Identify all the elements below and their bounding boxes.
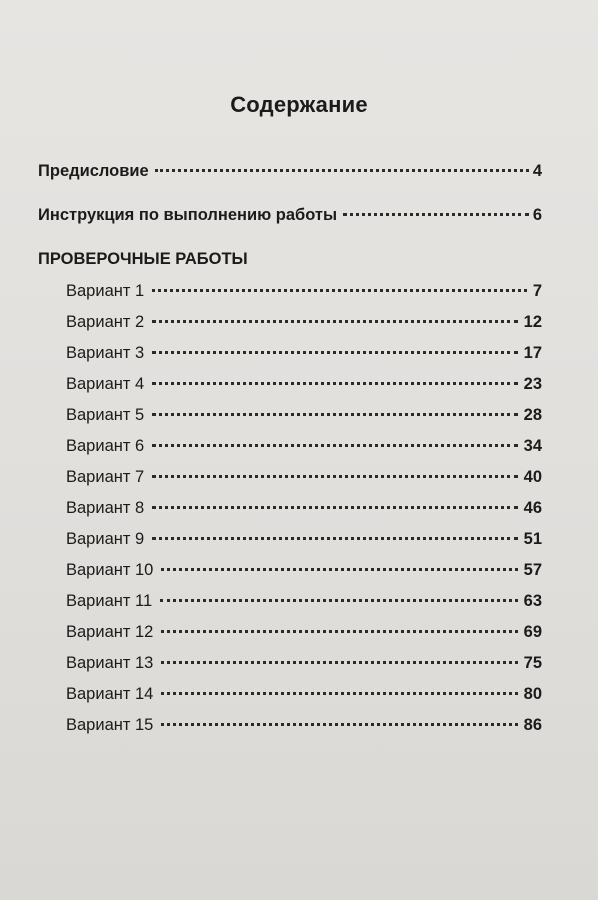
toc-entry-variant-2[interactable] (66, 313, 542, 344)
toc-entry-label: Вариант 12 (66, 623, 154, 641)
toc-entry-label: Вариант 14 (66, 685, 154, 703)
toc-entry-page: 34 (523, 437, 542, 455)
dot-leader (161, 661, 517, 664)
toc-entry-page: 4 (532, 162, 542, 180)
toc-entry-variant-5[interactable] (66, 406, 542, 437)
toc-entry-page: 86 (523, 716, 542, 734)
dot-leader (152, 289, 527, 292)
toc-entry-page: 7 (532, 282, 542, 300)
page-title: Содержание (230, 92, 368, 117)
toc-entry-variant-1[interactable] (66, 282, 542, 313)
dot-leader (161, 630, 517, 633)
toc-entry-page: 12 (523, 313, 542, 331)
dot-leader (161, 568, 517, 571)
dot-leader (160, 599, 518, 602)
toc-entry-label: Вариант 2 (66, 313, 145, 331)
variant-list (66, 282, 542, 747)
toc-entry-page: 46 (523, 499, 542, 517)
toc-entry-variant-3[interactable] (66, 344, 542, 375)
toc-entry-label: Вариант 4 (66, 375, 145, 393)
toc-entry-label: Предисловие (38, 162, 149, 180)
toc-entry-label: Вариант 7 (66, 468, 145, 486)
toc-entry-page: 23 (523, 375, 542, 393)
toc-entry-page: 51 (523, 530, 542, 548)
toc-entry-variant-13[interactable] (66, 654, 542, 685)
toc-entry-page: 75 (523, 654, 542, 672)
dot-leader (152, 413, 517, 416)
toc-entry-label: Вариант 8 (66, 499, 145, 517)
dot-leader (152, 382, 517, 385)
toc-entry-label: Вариант 3 (66, 344, 145, 362)
dot-leader (161, 692, 517, 695)
toc-entry-page: 63 (523, 592, 542, 610)
toc-entry-page: 28 (523, 406, 542, 424)
toc-entry-label: Вариант 10 (66, 561, 154, 579)
toc-entry-page: 69 (523, 623, 542, 641)
toc-entry-label: Вариант 6 (66, 437, 145, 455)
dot-leader (152, 537, 517, 540)
dot-leader (161, 723, 517, 726)
toc-entry-page: 80 (523, 685, 542, 703)
toc-entry-label: Вариант 1 (66, 282, 145, 300)
dot-leader (152, 475, 517, 478)
toc-entry-variant-7[interactable] (66, 468, 542, 499)
toc-entry-page: 40 (523, 468, 542, 486)
toc-entry-variant-6[interactable] (66, 437, 542, 468)
toc-entry-label: Вариант 9 (66, 530, 145, 548)
toc-entry-variant-15[interactable] (66, 716, 542, 747)
toc-entry-page: 57 (523, 561, 542, 579)
toc-entry-preface[interactable] (38, 162, 542, 181)
toc-entry-variant-9[interactable] (66, 530, 542, 561)
section-heading: ПРОВЕРОЧНЫЕ РАБОТЫ (38, 250, 248, 268)
dot-leader (155, 169, 529, 172)
toc-entry-instructions[interactable] (38, 206, 542, 225)
dot-leader (152, 320, 517, 323)
toc-entry-label: Вариант 5 (66, 406, 145, 424)
toc-entry-page: 6 (532, 206, 542, 224)
toc-entry-label: Инструкция по выполнению работы (38, 206, 338, 224)
toc-entry-variant-14[interactable] (66, 685, 542, 716)
toc-entry-label: Вариант 13 (66, 654, 154, 672)
dot-leader (152, 351, 517, 354)
toc-entry-label: Вариант 15 (66, 716, 154, 734)
toc-entry-variant-12[interactable] (66, 623, 542, 654)
toc-entry-variant-8[interactable] (66, 499, 542, 530)
toc-entry-variant-4[interactable] (66, 375, 542, 406)
toc-entry-variant-11[interactable] (66, 592, 542, 623)
toc-entry-label: Вариант 11 (66, 592, 153, 610)
dot-leader (152, 506, 517, 509)
dot-leader (152, 444, 517, 447)
dot-leader (343, 213, 529, 216)
toc-entry-page: 17 (523, 344, 542, 362)
toc-entry-variant-10[interactable] (66, 561, 542, 592)
